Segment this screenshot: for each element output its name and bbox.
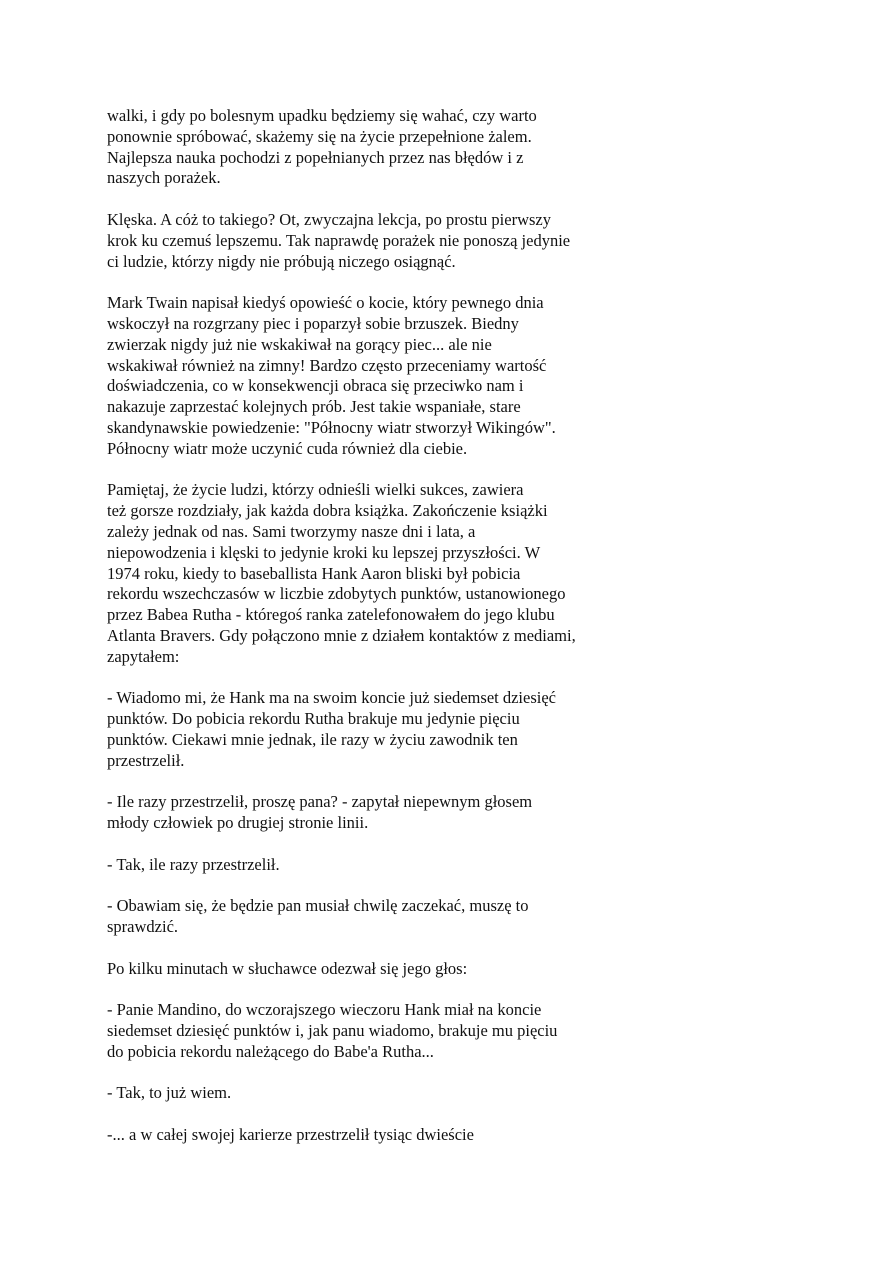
text-line: krok ku czemuś lepszemu. Tak naprawdę porażek nie ponoszą jedynie	[107, 230, 571, 250]
text-line: Atlanta Bravers. Gdy połączono mnie z działem kontaktów z mediami,	[107, 625, 576, 645]
text-line: skandynawskie powiedzenie: "Północny wiatr stworzył Wikingów".	[107, 417, 556, 437]
text-line: wskakiwał również na zimny! Bardzo często przeceniamy wartość	[107, 355, 547, 375]
text-line: przez Babea Rutha - któregoś ranka zatelefonowałem do jego klubu	[107, 605, 555, 625]
text-line: - Ile razy przestrzelił, proszę pana? - zapytał niepewnym głosem	[107, 792, 533, 812]
paragraph	[107, 1000, 637, 1062]
text-line: też gorsze rozdziały, jak każda dobra książka. Zakończenie książki	[107, 501, 548, 521]
paragraph	[107, 688, 637, 771]
text-line: sprawdzić.	[107, 917, 179, 937]
paragraph	[107, 1083, 637, 1104]
paragraph	[107, 959, 637, 980]
text-line: ponownie spróbować, skażemy się na życie przepełnione żalem.	[107, 126, 532, 146]
text-line: - Tak, to już wiem.	[107, 1083, 232, 1103]
text-line: ci ludzie, którzy nigdy nie próbują niczego osiągnąć.	[107, 251, 456, 271]
body-text	[107, 106, 637, 1167]
text-line: - Wiadomo mi, że Hank ma na swoim koncie już siedemset dziesięć	[107, 688, 556, 708]
paragraph	[107, 106, 637, 189]
text-line: Północny wiatr może uczynić cuda również dla ciebie.	[107, 438, 468, 458]
text-line: Klęska. A cóż to takiego? Ot, zwyczajna lekcja, po prostu pierwszy	[107, 209, 551, 229]
text-line: zapytałem:	[107, 646, 180, 666]
text-line: wskoczył na rozgrzany piec i poparzył sobie brzuszek. Biedny	[107, 313, 519, 333]
text-line: siedemset dziesięć punktów i, jak panu wiadomo, brakuje mu pięciu	[107, 1021, 558, 1041]
paragraph	[107, 792, 637, 834]
text-line: młody człowiek po drugiej stronie linii.	[107, 813, 369, 833]
text-line: - Obawiam się, że będzie pan musiał chwilę zaczekać, muszę to	[107, 896, 529, 916]
text-line: nakazuje zaprzestać kolejnych prób. Jest takie wspaniałe, stare	[107, 397, 521, 417]
text-line: do pobicia rekordu należącego do Babe'a Rutha...	[107, 1041, 434, 1061]
text-line: 1974 roku, kiedy to baseballista Hank Aaron bliski był pobicia	[107, 563, 521, 583]
text-line: Mark Twain napisał kiedyś opowieść o kocie, który pewnego dnia	[107, 293, 544, 313]
text-line: Po kilku minutach w słuchawce odezwał się jego głos:	[107, 958, 468, 978]
text-line: niepowodzenia i klęski to jedynie kroki ku lepszej przyszłości. W	[107, 542, 541, 562]
text-line: punktów. Do pobicia rekordu Rutha brakuje mu jedynie pięciu	[107, 709, 520, 729]
text-line: rekordu wszechczasów w liczbie zdobytych punktów, ustanowionego	[107, 584, 566, 604]
text-line: punktów. Ciekawi mnie jednak, ile razy w życiu zawodnik ten	[107, 729, 518, 749]
paragraph	[107, 293, 637, 459]
text-line: walki, i gdy po bolesnym upadku będziemy się wahać, czy warto	[107, 106, 537, 125]
text-line: - Tak, ile razy przestrzelił.	[107, 854, 280, 874]
text-line: naszych porażek.	[107, 168, 221, 188]
text-line: przestrzelił.	[107, 750, 185, 770]
text-line: doświadczenia, co w konsekwencji obraca się przeciwko nam i	[107, 376, 524, 396]
paragraph	[107, 210, 637, 272]
text-line: Najlepsza nauka pochodzi z popełnianych przez nas błędów i z	[107, 147, 524, 167]
text-line: -... a w całej swojej karierze przestrzelił tysiąc dwieście	[107, 1125, 474, 1145]
paragraph	[107, 896, 637, 938]
paragraph	[107, 480, 637, 667]
text-line: zwierzak nigdy już nie wskakiwał na gorący piec... ale nie	[107, 334, 492, 354]
text-line: Pamiętaj, że życie ludzi, którzy odnieśli wielki sukces, zawiera	[107, 480, 524, 500]
paragraph	[107, 855, 637, 876]
text-line: zależy jednak od nas. Sami tworzymy nasze dni i lata, a	[107, 521, 476, 541]
paragraph	[107, 1125, 637, 1146]
text-line: - Panie Mandino, do wczorajszego wieczoru Hank miał na koncie	[107, 1000, 542, 1020]
